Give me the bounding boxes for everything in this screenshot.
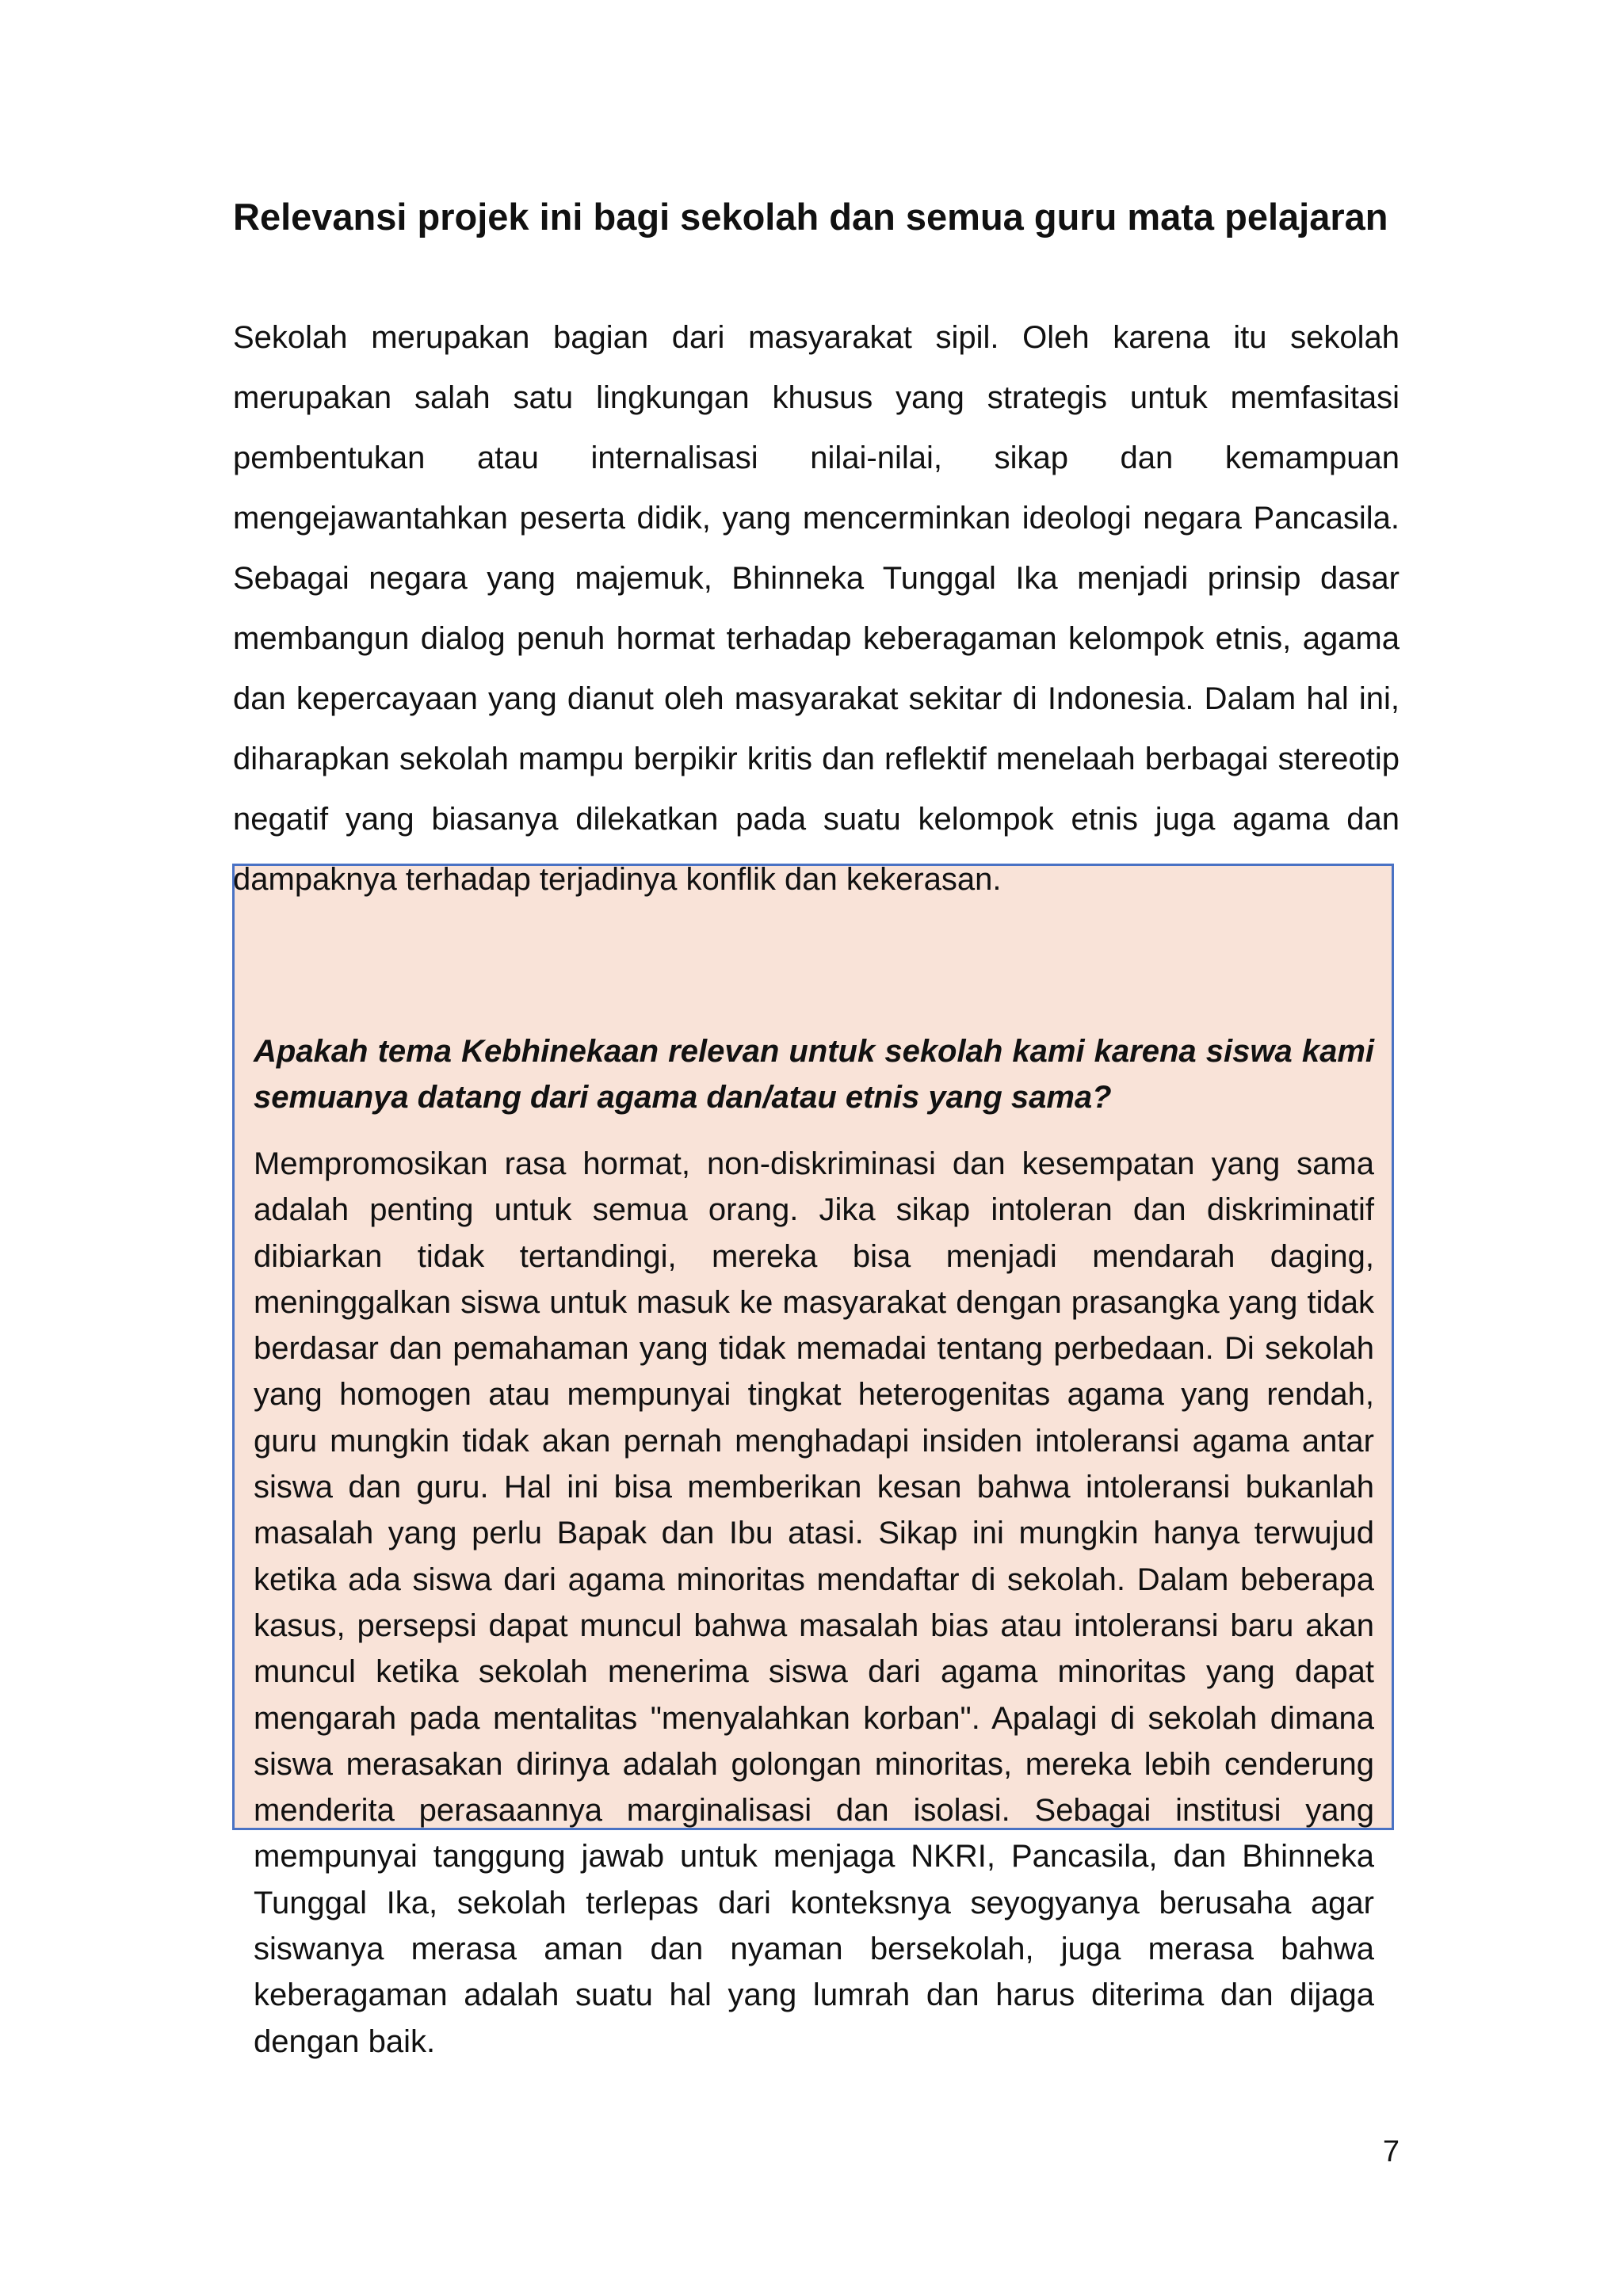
intro-paragraph: Sekolah merupakan bagian dari masyarakat sipil. Oleh karena itu sekolah merupakan salah satu lingkungan khusus yang strategis untuk memfasitasi pembentukan atau internalisasi nilai-nilai, sikap dan kemampuan mengejawantahkan peserta didik, yang mencerminkan ideologi negara Pancasila. Sebagai negara yang majemuk, Bhinneka Tunggal Ika menjadi prinsip dasar membangun dialog penuh hormat terhadap keberagaman kelompok etnis, agama dan kepercayaan yang dianut oleh masyarakat sekitar di Indonesia. Dalam hal ini, diharapkan sekolah mampu berpikir kritis dan reflektif menelaah berbagai stereotip negatif yang biasanya dilekatkan pada suatu kelompok etnis juga agama dan dampaknya terhadap terjadinya konflik dan kekerasan. [233, 320, 1400, 897]
page-number: 7 [1382, 2135, 1400, 2168]
box-question: Apakah tema Kebhinekaan relevan untuk sekolah kami karena siswa kami semuanya datang dari agama dan/atau etnis yang sama? [254, 1034, 1374, 1115]
section-heading: Relevansi projek ini bagi sekolah dan semua guru mata pelajaran [233, 196, 1388, 238]
box-answer: Mempromosikan rasa hormat, non-diskriminasi dan kesempatan yang sama adalah penting untuk semua orang. Jika sikap intoleran dan diskriminatif dibiarkan tidak tertandingi, mereka bisa menjadi mendarah daging, meninggalkan siswa untuk masuk ke masyarakat dengan prasangka yang tidak berdasar dan pemahaman yang tidak memadai tentang perbedaan. Di sekolah yang homogen atau mempunyai tingkat heterogenitas agama yang rendah, guru mungkin tidak akan pernah menghadapi insiden intoleransi agama antar siswa dan guru. Hal ini bisa memberikan kesan bahwa intoleransi bukanlah masalah yang perlu Bapak dan Ibu atasi. Sikap ini mungkin hanya terwujud ketika ada siswa dari agama minoritas mendaftar di sekolah. Dalam beberapa kasus, persepsi dapat muncul bahwa masalah bias atau intoleransi baru akan muncul ketika sekolah menerima siswa dari agama minoritas yang dapat mengarah pada mentalitas "menyalahkan korban". Apalagi di sekolah dimana siswa merasakan dirinya adalah golongan minoritas, mereka lebih cenderung menderita perasaannya marginalisasi dan isolasi. Sebagai institusi yang mempunyai tanggung jawab untuk menjaga NKRI, Pancasila, dan Bhinneka Tunggal Ika, sekolah terlepas dari konteksnya seyogyanya berusaha agar siswanya merasa aman dan nyaman bersekolah, juga merasa bahwa keberagaman adalah suatu hal yang lumrah dan harus diterima dan dijaga dengan baik. [254, 1146, 1374, 2059]
